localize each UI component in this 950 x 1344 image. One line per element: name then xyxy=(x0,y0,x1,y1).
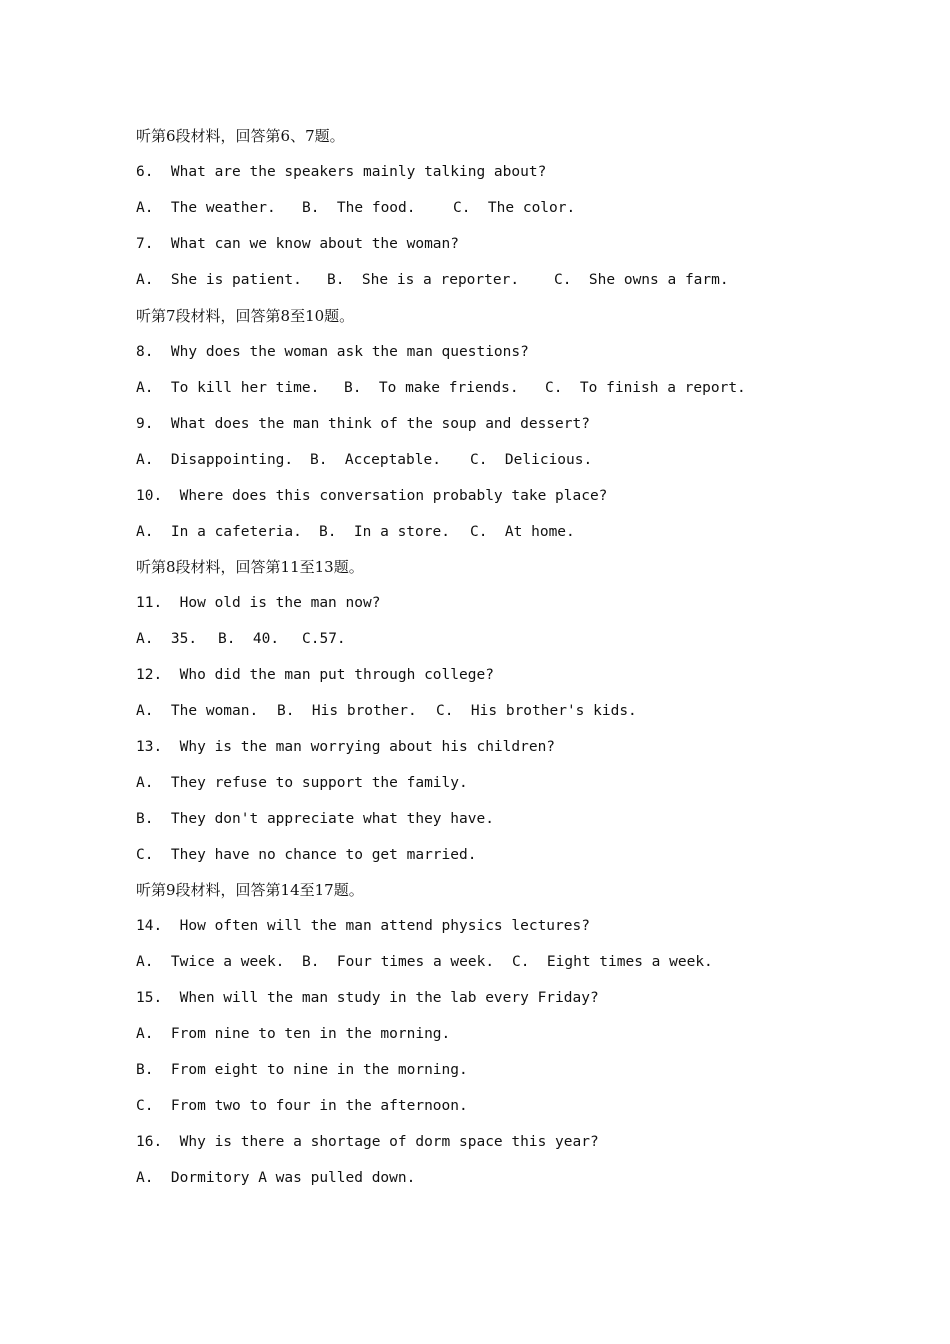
option-b: B. The food. xyxy=(302,200,416,216)
option-b: B. His brother. xyxy=(277,703,417,719)
option-a: A. To kill her time. xyxy=(136,380,320,396)
question-text: 11. How old is the man now? xyxy=(136,595,381,611)
question-text: 7. What can we know about the woman? xyxy=(136,236,460,252)
options-row xyxy=(136,196,836,220)
option-b: B. Acceptable. xyxy=(310,452,441,468)
option-b: B. She is a reporter. xyxy=(327,272,520,288)
option-c: C. His brother's kids. xyxy=(436,703,637,719)
option-b: B. In a store. xyxy=(319,524,450,540)
section-heading: 听第7段材料，回答第8至10题。 xyxy=(136,307,355,325)
question-text: 9. What does the man think of the soup and dessert? xyxy=(136,416,590,432)
options-row xyxy=(136,448,836,472)
option-c: C. To finish a report. xyxy=(545,380,746,396)
options-row xyxy=(136,520,836,544)
section-heading: 听第8段材料，回答第11至13题。 xyxy=(136,558,364,576)
option-c: C. From two to four in the afternoon. xyxy=(136,1098,468,1114)
option-a: A. They refuse to support the family. xyxy=(136,775,468,791)
options-row xyxy=(136,376,836,400)
question-text: 13. Why is the man worrying about his children? xyxy=(136,739,556,755)
question-text: 12. Who did the man put through college? xyxy=(136,667,494,683)
option-c: C.57. xyxy=(302,631,346,647)
options-row xyxy=(136,699,836,723)
question-text: 8. Why does the woman ask the man questions? xyxy=(136,344,529,360)
option-c: C. The color. xyxy=(453,200,576,216)
option-c: C. At home. xyxy=(470,524,575,540)
options-row xyxy=(136,268,836,292)
option-a: A. Dormitory A was pulled down. xyxy=(136,1170,416,1186)
option-c: C. They have no chance to get married. xyxy=(136,847,477,863)
option-a: A. She is patient. xyxy=(136,272,302,288)
option-b: B. They don't appreciate what they have. xyxy=(136,811,494,827)
option-b: B. 40. xyxy=(218,631,280,647)
options-row xyxy=(136,950,836,974)
option-c: C. She owns a farm. xyxy=(554,272,729,288)
option-a: A. From nine to ten in the morning. xyxy=(136,1026,451,1042)
option-a: A. Disappointing. xyxy=(136,452,294,468)
option-a: A. 35. xyxy=(136,631,198,647)
option-a: A. The woman. xyxy=(136,703,259,719)
question-text: 10. Where does this conversation probably take place? xyxy=(136,488,608,504)
option-b: B. From eight to nine in the morning. xyxy=(136,1062,468,1078)
option-a: A. In a cafeteria. xyxy=(136,524,302,540)
option-a: A. The weather. xyxy=(136,200,276,216)
option-b: B. To make friends. xyxy=(344,380,519,396)
question-text: 14. How often will the man attend physics lectures? xyxy=(136,918,590,934)
question-text: 16. Why is there a shortage of dorm space this year? xyxy=(136,1134,599,1150)
option-c: C. Delicious. xyxy=(470,452,593,468)
option-c: C. Eight times a week. xyxy=(512,954,713,970)
options-row xyxy=(136,627,836,651)
section-heading: 听第9段材料，回答第14至17题。 xyxy=(136,881,364,899)
question-text: 15. When will the man study in the lab every Friday? xyxy=(136,990,599,1006)
option-b: B. Four times a week. xyxy=(302,954,495,970)
question-text: 6. What are the speakers mainly talking about? xyxy=(136,164,547,180)
section-heading: 听第6段材料，回答第6、7题。 xyxy=(136,127,345,145)
option-a: A. Twice a week. xyxy=(136,954,285,970)
